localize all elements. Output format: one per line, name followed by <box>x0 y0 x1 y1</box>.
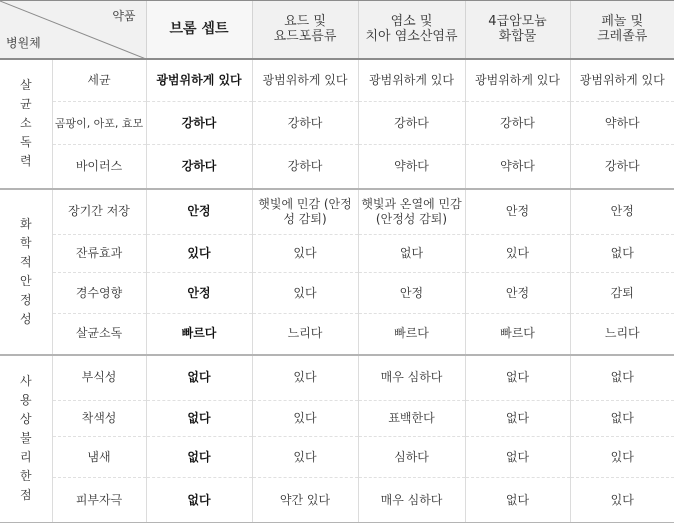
column-header-phenol: 페놀 및 크레졸류 <box>570 1 674 59</box>
value-cell: 약하다 <box>465 145 570 189</box>
value-cell-bromsept: 강하다 <box>146 145 252 189</box>
row-label: 냄새 <box>52 437 146 478</box>
column-header-quaternary-ammonium: 4급암모늄 화합물 <box>465 1 570 59</box>
table-row <box>0 235 674 273</box>
value-cell: 없다 <box>570 401 674 437</box>
header-row <box>0 1 674 59</box>
value-cell: 빠르다 <box>465 314 570 355</box>
value-cell: 있다 <box>570 437 674 478</box>
value-cell: 강하다 <box>570 145 674 189</box>
category-label: 사용상 불리한 점 <box>19 374 32 503</box>
table-row <box>0 355 674 401</box>
table-row <box>0 145 674 189</box>
value-cell: 심하다 <box>358 437 465 478</box>
value-cell: 표백한다 <box>358 401 465 437</box>
row-label: 부식성 <box>52 355 146 401</box>
row-label: 세균 <box>52 59 146 102</box>
category-label: 살균 소독력 <box>19 78 32 168</box>
value-cell-bromsept: 없다 <box>146 355 252 401</box>
value-cell-bromsept: 없다 <box>146 401 252 437</box>
table-row <box>0 102 674 145</box>
value-cell: 없다 <box>570 235 674 273</box>
value-cell: 광범위하게 있다 <box>465 59 570 102</box>
value-cell-bromsept: 강하다 <box>146 102 252 145</box>
value-cell: 안정 <box>465 273 570 314</box>
table-row <box>0 401 674 437</box>
value-cell: 매우 심하다 <box>358 478 465 523</box>
corner-label-pathogen: 병원체 <box>6 35 41 50</box>
table-row <box>0 273 674 314</box>
value-cell: 느리다 <box>570 314 674 355</box>
table-row <box>0 189 674 235</box>
value-cell-bromsept: 없다 <box>146 437 252 478</box>
value-cell: 없다 <box>465 478 570 523</box>
value-cell: 있다 <box>465 235 570 273</box>
value-cell: 있다 <box>252 273 358 314</box>
value-cell: 광범위하게 있다 <box>252 59 358 102</box>
value-cell-bromsept: 없다 <box>146 478 252 523</box>
value-cell: 강하다 <box>252 145 358 189</box>
table-body <box>0 59 674 523</box>
value-cell: 있다 <box>252 437 358 478</box>
value-cell: 감퇴 <box>570 273 674 314</box>
value-cell: 약간 있다 <box>252 478 358 523</box>
row-label: 살균소독 <box>52 314 146 355</box>
value-cell: 없다 <box>358 235 465 273</box>
value-cell: 없다 <box>570 355 674 401</box>
value-cell: 있다 <box>252 401 358 437</box>
value-cell: 햇빛과 온열에 민감 (안정성 감퇴) <box>358 189 465 235</box>
category-cell <box>0 355 52 523</box>
value-cell: 강하다 <box>252 102 358 145</box>
row-label: 착색성 <box>52 401 146 437</box>
value-cell: 빠르다 <box>358 314 465 355</box>
column-header-iodine: 요드 및 요드포름류 <box>252 1 358 59</box>
value-cell: 햇빛에 민감 (안정성 감퇴) <box>252 189 358 235</box>
row-label: 잔류효과 <box>52 235 146 273</box>
value-cell: 안정 <box>570 189 674 235</box>
value-cell: 약하다 <box>570 102 674 145</box>
corner-label-drug: 약품 <box>112 9 136 23</box>
row-label: 피부자극 <box>52 478 146 523</box>
value-cell: 없다 <box>465 355 570 401</box>
row-label: 곰팡이, 아포, 효모 <box>52 102 146 145</box>
value-cell: 강하다 <box>358 102 465 145</box>
category-cell <box>0 189 52 355</box>
value-cell: 없다 <box>465 437 570 478</box>
value-cell: 안정 <box>358 273 465 314</box>
table-row <box>0 314 674 355</box>
value-cell-bromsept: 안정 <box>146 273 252 314</box>
value-cell: 광범위하게 있다 <box>358 59 465 102</box>
row-label: 바이러스 <box>52 145 146 189</box>
value-cell: 없다 <box>465 401 570 437</box>
value-cell-bromsept: 광범위하게 있다 <box>146 59 252 102</box>
value-cell: 있다 <box>570 478 674 523</box>
table-row <box>0 437 674 478</box>
table-row <box>0 478 674 523</box>
value-cell: 강하다 <box>465 102 570 145</box>
value-cell-bromsept: 있다 <box>146 235 252 273</box>
row-label: 장기간 저장 <box>52 189 146 235</box>
value-cell: 있다 <box>252 355 358 401</box>
value-cell: 광범위하게 있다 <box>570 59 674 102</box>
category-cell <box>0 59 52 189</box>
value-cell: 약하다 <box>358 145 465 189</box>
row-label: 경수영향 <box>52 273 146 314</box>
column-header-chlorine: 염소 및 치아 염소산염류 <box>358 1 465 59</box>
value-cell: 매우 심하다 <box>358 355 465 401</box>
value-cell: 있다 <box>252 235 358 273</box>
column-header-bromsept: 브롬 셉트 <box>146 1 252 59</box>
value-cell: 안정 <box>465 189 570 235</box>
table-row <box>0 59 674 102</box>
value-cell-bromsept: 안정 <box>146 189 252 235</box>
value-cell: 느리다 <box>252 314 358 355</box>
corner-header <box>0 1 146 59</box>
value-cell-bromsept: 빠르다 <box>146 314 252 355</box>
category-label: 화학적 안정성 <box>19 216 32 326</box>
